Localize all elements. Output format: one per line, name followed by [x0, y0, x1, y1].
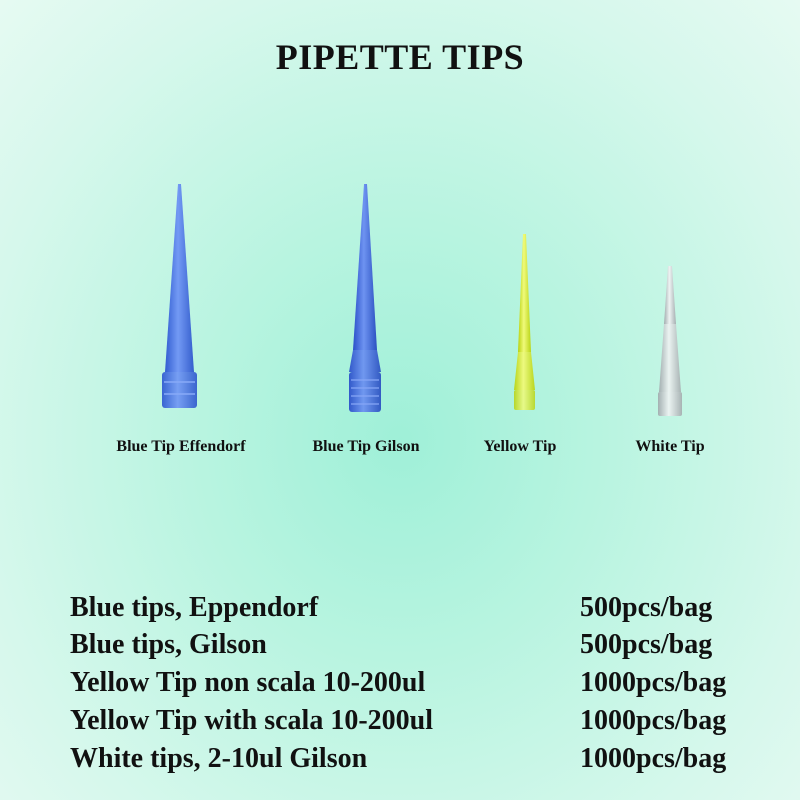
blue-tip-gilson-image — [335, 182, 395, 417]
tip-label-blue-effendorf: Blue Tip Effendorf — [116, 438, 246, 455]
spec-quantity: 1000pcs/bag — [580, 743, 727, 774]
tip-label-yellow: Yellow Tip — [483, 438, 557, 455]
yellow-tip-image — [505, 232, 545, 414]
spec-quantity: 1000pcs/bag — [580, 667, 727, 698]
tip-label-blue-gilson: Blue Tip Gilson — [312, 438, 420, 455]
spec-row — [70, 629, 760, 663]
spec-row — [70, 667, 760, 701]
page-title: PIPETTE TIPS — [275, 37, 525, 77]
spec-name: Blue tips, Eppendorf — [70, 592, 319, 623]
spec-row — [70, 592, 760, 626]
spec-quantity: 500pcs/bag — [580, 629, 713, 660]
blue-tip-effendorf-image — [150, 182, 210, 417]
spec-quantity: 1000pcs/bag — [580, 705, 727, 736]
spec-row — [70, 743, 760, 777]
spec-name: Yellow Tip non scala 10-200ul — [70, 667, 426, 698]
spec-name: White tips, 2-10ul Gilson — [70, 743, 368, 774]
white-tip-image — [650, 264, 690, 420]
tip-label-white: White Tip — [635, 438, 705, 455]
spec-name: Yellow Tip with scala 10-200ul — [70, 705, 434, 736]
spec-name: Blue tips, Gilson — [70, 629, 267, 660]
spec-row — [70, 705, 760, 739]
spec-quantity: 500pcs/bag — [580, 592, 713, 623]
